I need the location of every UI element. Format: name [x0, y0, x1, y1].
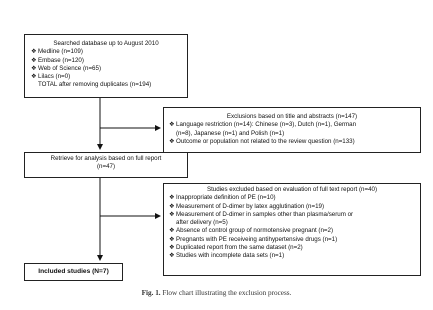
exclusion-2-item-continuation: after delivery (n=5) — [176, 219, 228, 227]
search-total: TOTAL after removing duplicates (n=194) — [38, 81, 152, 89]
search-item: ❖Embase (n=120) — [31, 56, 84, 64]
bullet-icon: ❖ — [169, 194, 175, 202]
retrieve-full-report-box — [24, 152, 188, 178]
bullet-icon: ❖ — [31, 56, 37, 64]
exclusion-2-item: ❖Absence of control group of normotensive pregnant (n=2) — [169, 227, 334, 235]
exclusion-1-item: ❖Language restriction (n=14): Chinese (n=3), Dutch (n=1), German — [169, 121, 357, 129]
included-studies-box — [24, 263, 123, 281]
bullet-icon: ❖ — [169, 202, 175, 210]
bullet-icon: ❖ — [169, 235, 175, 243]
search-item: ❖Web of Science (n=65) — [31, 64, 101, 72]
figure-caption-text: Flow chart illustrating the exclusion process. — [162, 289, 292, 297]
exclusion-2-item: ❖Measurement of D-dimer by latex agglutination (n=19) — [169, 202, 325, 210]
included-studies-label: Included studies (N=7) — [38, 268, 109, 275]
bullet-icon: ❖ — [169, 210, 175, 218]
bullet-icon: ❖ — [169, 137, 175, 145]
exclusion-2-item: ❖Inappropriate definition of PE (n=10) — [169, 194, 276, 202]
exclusion-2-item: ❖Pregnants with PE receiveing antihypertensive drugs (n=1) — [169, 235, 338, 243]
exclusion-2-item: ❖Duplicated report from the same dataset (n=2) — [169, 244, 303, 252]
retrieve-line-1: Retrieve for analysis based on full report — [50, 155, 162, 162]
bullet-icon: ❖ — [31, 48, 37, 56]
bullet-icon: ❖ — [169, 121, 175, 129]
bullet-icon: ❖ — [169, 227, 175, 235]
bullet-icon: ❖ — [169, 252, 175, 260]
exclusion-1-item-continuation: (n=8), Japanese (n=1) and Polish (n=1) — [176, 129, 285, 137]
exclusion-1-title: Exclusions based on title and abstracts (n=147) — [226, 113, 358, 120]
search-box-title: Searched database up to August 2010 — [53, 40, 159, 47]
exclusion-2-title: Studies excluded based on evaluation of full text report (n=40) — [206, 186, 378, 193]
exclusion-1-item: ❖Outcome or population not related to the review question (n=133) — [169, 137, 355, 145]
full-text-exclusions-box — [163, 183, 421, 276]
exclusion-2-item: ❖Studies with incomplete data sets (n=1) — [169, 252, 285, 260]
retrieve-line-2: (n=47) — [96, 163, 116, 171]
figure-caption — [0, 289, 433, 297]
search-item: ❖Medline (n=109) — [31, 48, 83, 56]
figure-label: Fig. 1. — [141, 289, 161, 297]
bullet-icon: ❖ — [31, 64, 37, 72]
search-databases-box — [24, 34, 188, 98]
bullet-icon: ❖ — [169, 244, 175, 252]
exclusion-2-item: ❖Measurement of D-dimer in samples other than plasma/serum or — [169, 210, 354, 218]
search-item: ❖Lilacs (n=0) — [31, 73, 71, 81]
title-abstract-exclusions-box — [163, 107, 421, 153]
bullet-icon: ❖ — [31, 73, 37, 81]
